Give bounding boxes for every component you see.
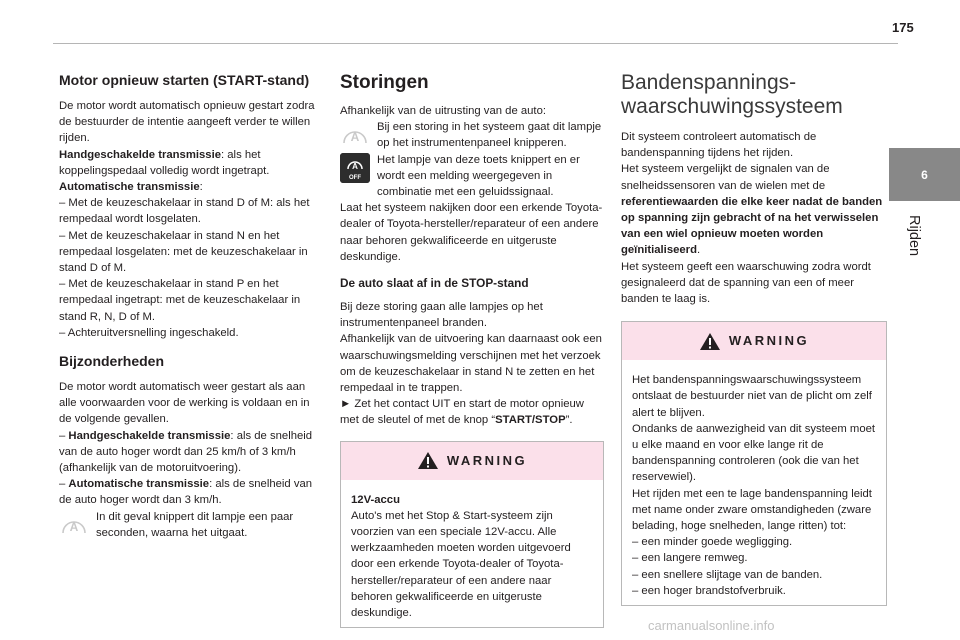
- lamp-note: [340, 119, 604, 151]
- stop-instruction: [340, 396, 604, 428]
- warning-body: [622, 360, 886, 605]
- dash: –: [59, 478, 69, 491]
- off-label: OFF: [349, 174, 361, 181]
- list-item: – een langere remweg.: [632, 552, 748, 565]
- column-right: [621, 71, 887, 606]
- warning-triangle-icon: [699, 332, 721, 351]
- tpms-text-2-post: .: [696, 244, 701, 257]
- stop-start-lamp-icon: [59, 513, 89, 537]
- paragraph-restart: De motor wordt automatisch opnieuw gestart zodra de bestuurder de intentie aangeeft verder te willen rijden.: [59, 100, 315, 145]
- auto-colon: :: [199, 181, 203, 194]
- list-item: – Met de keuzeschakelaar in stand D of M: als het rempedaal wordt losgelaten.: [59, 197, 310, 226]
- list-item: – Met de keuzeschakelaar in stand P en het rempedaal ingetrapt: met de keuzeschakelaar in stand R, N, D of M.: [59, 278, 301, 323]
- button-note: [340, 152, 604, 201]
- svg-text:A: A: [350, 130, 360, 145]
- auto-label: Automatische transmissie: [59, 181, 200, 194]
- heading-special: Bijzonderheden: [59, 353, 165, 370]
- tpms-text-2-bold: referentiewaarden die elke keer nadat de banden op spanning zijn gebracht of na het verwisselen van een wiel opnieuw moeten worden geïnitialiseerd: [621, 195, 883, 257]
- stop-text-2: Afhankelijk van de uitvoering kan daarnaast ook een waarschuwingsmelding verschijnen met het verzoek om de keuzeschakelaar in stand N te zetten en het rempedaal in te trappen.: [340, 333, 602, 395]
- warning-text: Ondanks de aanwezigheid van dit systeem moet u elke maand en voor elke lange rit de bandenspanning controleren (ook die van het reservewiel).: [632, 422, 876, 484]
- warning-title: WARNING: [728, 333, 810, 349]
- warning-header: [622, 322, 886, 360]
- manual-speed-text: : als de snelheid van de auto hoger wordt dan 25 km/h of 3 km/h (afhankelijk van de motoruitvoering).: [59, 429, 313, 475]
- stop-start-off-button-icon: [340, 153, 370, 183]
- instruction-pre: ► Zet het contact UIT en start de motor opnieuw met de sleutel of met de knop “: [340, 398, 584, 427]
- tpms-text-2-pre: Het systeem vergelijkt de signalen van de snelheidssensoren van de wielen met de: [621, 163, 830, 192]
- warning-body: [341, 480, 603, 628]
- warning-text: Auto's met het Stop & Start-systeem zijn voorzien van een speciale 12V-accu. Alle werkzaamheden moeten worden uitgevoerd door een erkende Toyota-dealer of Toyota-hersteller/reparateur of een andere naar behoren gekwalificeerde en uitgeruste deskundige.: [351, 509, 571, 620]
- instruction-post: ”.: [565, 414, 573, 427]
- heading-stop: De auto slaat af in de STOP-stand: [340, 276, 529, 291]
- heading-restart: Motor opnieuw starten (START-stand): [59, 72, 310, 88]
- list-item: [59, 428, 321, 477]
- lamp-text: Bij een storing in het systeem gaat dit lampje op het instrumentenpaneel knipperen.: [377, 121, 602, 150]
- manual-transmission-line: [59, 147, 321, 179]
- tpms-text-2: [621, 161, 887, 258]
- list-item: [59, 476, 321, 508]
- manual-label: Handgeschakelde transmissie: [68, 429, 231, 442]
- dash: –: [59, 429, 69, 442]
- list-item: – Achteruitversnelling ingeschakeld.: [59, 326, 239, 339]
- svg-text:A: A: [352, 161, 358, 171]
- list-item: – een snellere slijtage van de banden.: [632, 568, 823, 581]
- warning-box-tpms: [621, 321, 887, 606]
- blink-text: In dit geval knippert dit lampje een paar seconden, waarna het uitgaat.: [96, 510, 294, 539]
- warning-text: Het rijden met een te lage bandenspanning leidt met name onder zware omstandigheden (zware belading, hoge snelheden, lange ritten) tot:: [632, 487, 872, 533]
- paragraph-special: De motor wordt automatisch weer gestart als aan alle voorwaarden voor de werking is voldaan en in de volgende gevallen.: [59, 381, 310, 426]
- button-text: Het lampje van deze toets knippert en er wordt een melding weergegeven in combinatie met een geluidssignaal.: [377, 153, 580, 199]
- section-tab[interactable]: 6: [889, 148, 960, 201]
- stop-start-lamp-icon: [340, 123, 370, 147]
- tpms-text-3: Het systeem geeft een waarschuwing zodra wordt gesignaleerd dat de spanning van een of meer banden te laag is.: [621, 260, 871, 306]
- warning-subtitle: 12V-accu: [351, 493, 400, 506]
- warning-title: WARNING: [446, 452, 528, 468]
- warning-text: Het bandenspanningswaarschuwingssysteem ontslaat de bestuurder niet van de plicht om zelf alert te blijven.: [632, 374, 872, 419]
- manual-text: : als het koppelingspedaal volledig wordt ingetrapt.: [59, 148, 270, 177]
- check-text: Laat het systeem nakijken door een erkende Toyota-dealer of Toyota-hersteller/reparateur of een andere naar behoren gekwalificeerde en uitgeruste deskundige.: [340, 202, 603, 263]
- manual-label: Handgeschakelde transmissie: [59, 148, 221, 161]
- blink-note: [59, 509, 321, 541]
- heading-storingen: Storingen: [340, 72, 429, 93]
- column-left: [59, 71, 321, 541]
- heading-tpms: Bandenspannings-waarschuwingssysteem: [621, 71, 843, 118]
- list-item: – een hoger brandstofverbruik.: [632, 584, 786, 597]
- intro-text: Afhankelijk van de uitrusting van de auto:: [340, 105, 546, 117]
- section-label: Rijden: [906, 215, 922, 257]
- auto-speed-text: : als de snelheid van de auto hoger wordt dan 3 km/h.: [59, 478, 313, 507]
- watermark: carmanualsonline.info: [648, 618, 775, 633]
- list-item: – een minder goede wegligging.: [632, 536, 793, 549]
- svg-text:A: A: [69, 519, 79, 534]
- warning-box-battery: [340, 441, 604, 629]
- auto-transmission-line: [59, 179, 321, 195]
- list-item: – Met de keuzeschakelaar in stand N en het rempedaal losgelaten: met de keuzeschakelaar in stand D of M.: [59, 229, 308, 275]
- stop-text-1: Bij deze storing gaan alle lampjes op het instrumentenpaneel branden.: [340, 301, 543, 330]
- column-middle: [340, 71, 604, 628]
- start-stop-key: START/STOP: [495, 414, 566, 427]
- header-rule: [53, 43, 898, 44]
- warning-header: [341, 442, 603, 480]
- auto-label: Automatische transmissie: [68, 478, 210, 491]
- warning-triangle-icon: [417, 451, 439, 470]
- tpms-text-1: Dit systeem controleert automatisch de bandenspanning tijdens het rijden.: [621, 131, 817, 160]
- page-number: 175: [892, 20, 914, 35]
